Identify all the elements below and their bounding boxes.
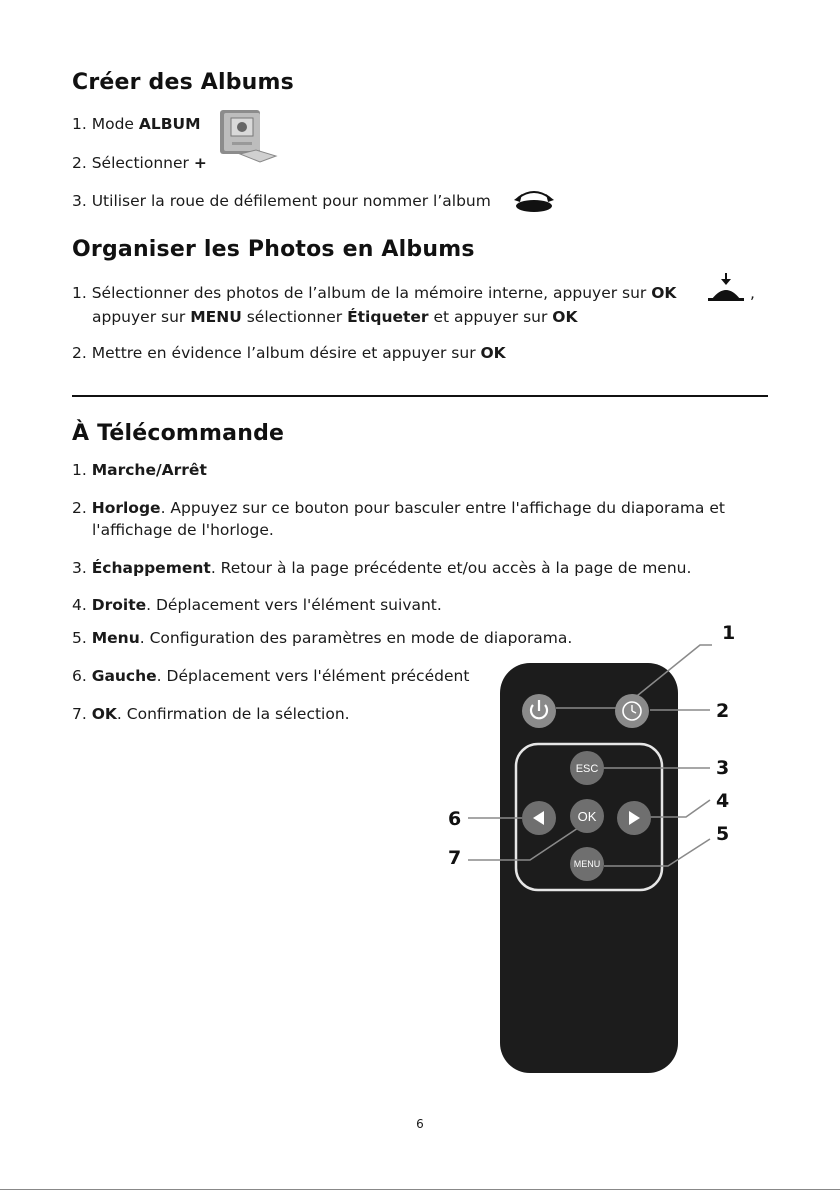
organize-step-1-line-2: appuyer sur MENU sélectionner Étiqueter et appuyer sur OK xyxy=(92,308,578,326)
create-step-1: 1. Mode ALBUM xyxy=(72,115,201,133)
callout-4: 4 xyxy=(716,790,730,812)
menu-button-label: MENU xyxy=(573,859,601,869)
scroll-wheel-icon xyxy=(512,184,556,212)
remote-item-7: 7. OK. Confirmation de la sélection. xyxy=(72,705,350,723)
create-step-2: 2. Sélectionner + xyxy=(72,154,207,172)
callout-3: 3 xyxy=(716,757,730,779)
remote-item-4: 4. Droite. Déplacement vers l'élément suivant. xyxy=(72,596,442,614)
section-title-organize-photos: Organiser les Photos en Albums xyxy=(72,237,475,262)
remote-item-6: 6. Gauche. Déplacement vers l'élément précédent xyxy=(72,667,470,685)
remote-item-2: 2. Horloge. Appuyez sur ce bouton pour basculer entre l'affichage du diaporama et xyxy=(72,499,725,517)
section-title-remote-control: À Télécommande xyxy=(72,421,285,446)
remote-control-illustration xyxy=(440,620,750,1080)
album-mode-icon xyxy=(216,108,280,166)
left-button[interactable] xyxy=(522,801,556,835)
section-divider xyxy=(72,395,768,397)
callout-5: 5 xyxy=(716,823,730,845)
organize-step-1-line-1: 1. Sélectionner des photos de l’album de la mémoire interne, appuyer sur OK xyxy=(72,284,677,302)
page-number: 6 xyxy=(416,1117,424,1131)
ok-button[interactable] xyxy=(570,799,604,833)
callout-6: 6 xyxy=(448,808,462,830)
esc-button-label: ESC xyxy=(575,763,599,775)
remote-item-1: 1. Marche/Arrêt xyxy=(72,461,207,479)
ok-button-label: OK xyxy=(577,809,597,824)
right-button[interactable] xyxy=(617,801,651,835)
remote-item-2-line-2: l'affichage de l'horloge. xyxy=(92,521,274,539)
press-button-icon xyxy=(706,273,746,303)
power-button[interactable] xyxy=(522,694,556,728)
organize-step-1-comma: , xyxy=(750,284,755,302)
remote-item-3: 3. Échappement. Retour à la page précédente et/ou accès à la page de menu. xyxy=(72,559,692,577)
organize-step-2: 2. Mettre en évidence l’album désire et appuyer sur OK xyxy=(72,344,506,362)
menu-button[interactable] xyxy=(570,847,604,881)
callout-2: 2 xyxy=(716,700,730,722)
page-bottom-edge xyxy=(0,1189,840,1190)
create-step-3: 3. Utiliser la roue de défilement pour nommer l’album xyxy=(72,192,491,210)
callout-1: 1 xyxy=(722,622,736,644)
section-title-create-albums: Créer des Albums xyxy=(72,70,294,95)
esc-button[interactable] xyxy=(570,751,604,785)
clock-button[interactable] xyxy=(615,694,649,728)
callout-7: 7 xyxy=(448,847,462,869)
remote-item-5: 5. Menu. Configuration des paramètres en mode de diaporama. xyxy=(72,629,573,647)
